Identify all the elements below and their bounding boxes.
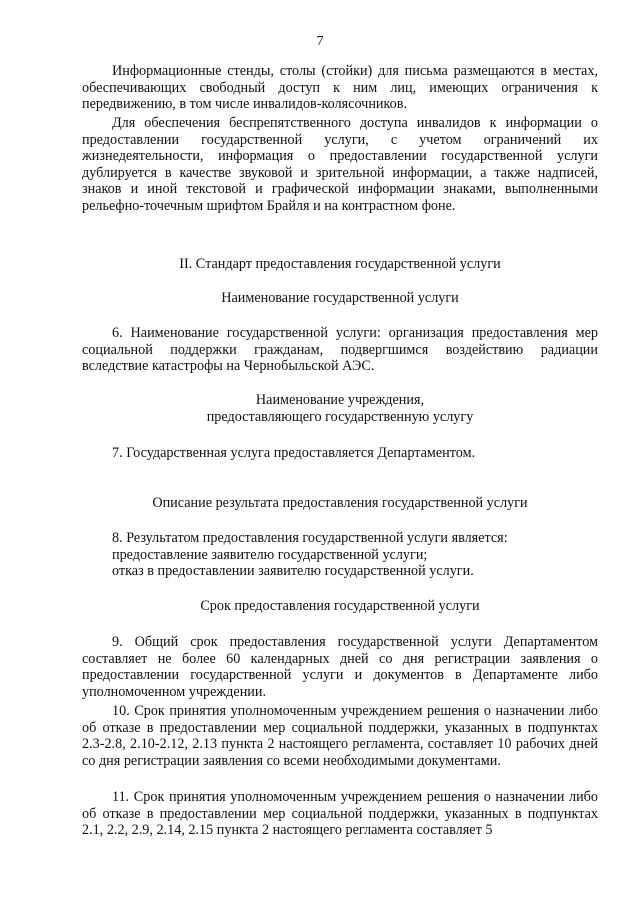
item-11 xyxy=(82,789,598,839)
heading-service-name: Наименование государственной услуги xyxy=(221,290,459,306)
section-title-wrapper xyxy=(82,256,598,273)
heading-service-name-wrapper xyxy=(82,290,598,307)
paragraph-text: Информационные стенды, столы (стойки) для письма размещаются в местах, обеспечивающих свободный доступ к ним лиц, имеющих ограничения к передвижению, в том числе инвалидов-колясочников. xyxy=(82,63,598,113)
heading-result: Описание результата предоставления государственной услуги xyxy=(152,495,528,511)
item-text: 11. Срок принятия уполномоченным учреждением решения о назначении либо об отказе в предоставлении мер социальной поддержки, указанных в подпунктах 2.1, 2.2, 2.9, 2.14, 2.15 пункта 2 настоящего регламента составляет 5 xyxy=(82,789,598,839)
item-8-line1: 8. Результатом предоставления государственной услуги является: xyxy=(112,530,508,546)
item-text: 10. Срок принятия уполномоченным учреждением решения о назначении либо об отказе в предоставлении мер социальной поддержки, указанных в подпунктах 2.3-2.8, 2.10-2.12, 2.13 пункта 2 настоящего регламента, составляет 10 рабочих дней со дня регистрации заявления со всеми необходимыми документами. xyxy=(82,703,598,769)
item-text: 9. Общий срок предоставления государственной услуги Департаментом составляет не более 60 календарных дней со дня регистрации заявления о предоставлении государственной услуги и документов в Департаменте либо уполномоченном учреждении. xyxy=(82,634,598,700)
heading-result-wrapper xyxy=(82,495,598,512)
item-7 xyxy=(82,445,598,462)
item-9 xyxy=(82,634,598,700)
item-10 xyxy=(82,703,598,769)
item-8-line2: предоставление заявителю государственной услуги; xyxy=(112,546,428,563)
item-8-line3: отказ в предоставлении заявителю государственной услуги. xyxy=(112,563,474,580)
heading-institution-line2: предоставляющего государственную услугу xyxy=(206,408,474,425)
item-text: 6. Наименование государственной услуги: организация предоставления мер социальной поддержки гражданам, подвергшимся воздействию радиации вследствие катастрофы на Чернобыльской АЭС. xyxy=(82,325,598,375)
heading-institution-line1: Наименование учреждения, xyxy=(255,392,425,408)
item-text: 7. Государственная услуга предоставляется Департаментом. xyxy=(112,445,476,461)
paragraph-text: Для обеспечения беспрепятственного доступа инвалидов к информации о предоставлении государственной услуги, с учетом ограничений их жизнедеятельности, информация о предоставлении государственной услуги дублируется в качестве звуковой и зрительной информации, а также надписей, знаков и иной текстовой и графической информации знаками, выполненными рельефно-точечным шрифтом Брайля и на контрастном фоне. xyxy=(82,115,598,214)
paragraph-stands xyxy=(82,63,598,113)
heading-term: Срок предоставления государственной услуги xyxy=(200,598,480,614)
section-title: II. Стандарт предоставления государственной услуги xyxy=(179,256,501,272)
paragraph-accessibility xyxy=(82,115,598,215)
item-8 xyxy=(82,530,598,580)
page-number: 7 xyxy=(316,34,324,49)
item-6 xyxy=(82,325,598,375)
heading-institution-wrapper xyxy=(82,392,598,425)
heading-term-wrapper xyxy=(82,598,598,615)
